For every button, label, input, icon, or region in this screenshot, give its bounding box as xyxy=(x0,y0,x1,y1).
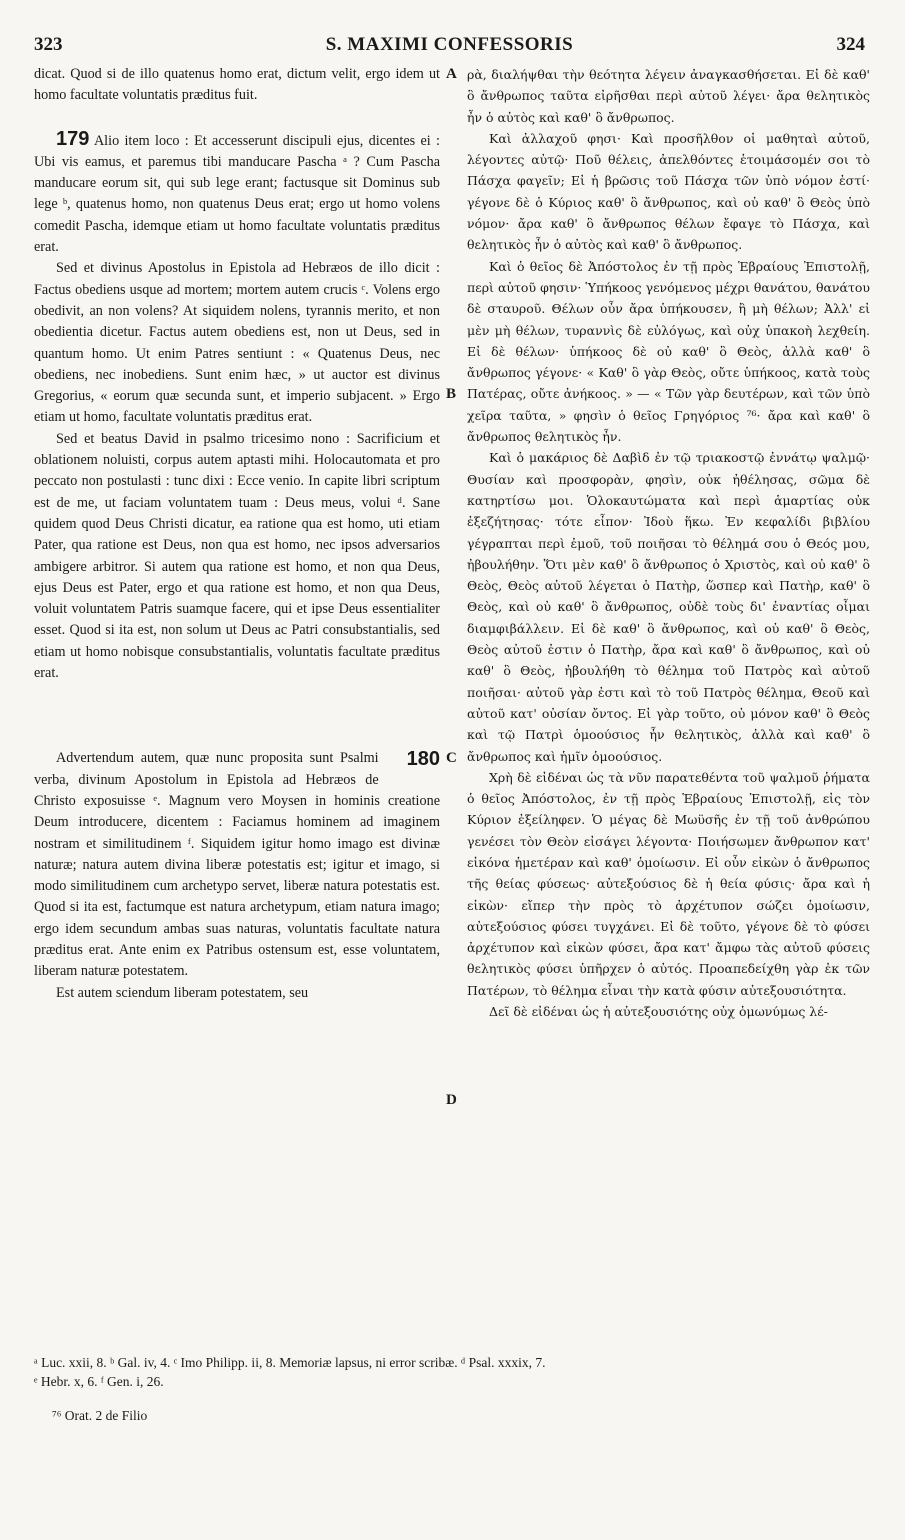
latin-column xyxy=(34,64,440,1004)
running-title: S. MAXIMI CONFESSORIS xyxy=(325,34,574,55)
section-number: 179 xyxy=(56,127,90,150)
latin-paragraph xyxy=(34,748,440,982)
section-number: 180 xyxy=(406,748,440,771)
page-header xyxy=(34,34,865,60)
margin-marker-d: D xyxy=(446,1092,457,1108)
greek-paragraph: Χρὴ δὲ εἰδέναι ὡς τὰ νῦν παρατεθέντα τοῦ ψαλμοῦ ῥήματα ὁ θεῖος Ἀπόστολος, ἐν τῇ πρὸς Ἑβραίους Ἐπιστολῇ, εἰς τὸν Κύριον ἐξείληφεν. Ὁ μέγας δὲ Μωϋσῆς ἐν τῇ τοῦ ἀνθρώπου γενέσει τὸν Θεὸν εἰσάγει λέγοντα· Ποιήσωμεν ἄνθρωπον κατ' εἰκόνα ἡμετέραν καὶ καθ' ὁμοίωσιν. Εἰ οὖν εἰκὼν ὁ ἄνθρωπος τῆς θείας φύσεως· αὐτεξούσιος δὲ ἡ θεία φύσις· ἄρα καὶ ἡ εἰκὼν· εἴπερ τὴν πρὸς τὸ ἀρχέτυπον σώζει ὁμοίωσιν, αὐτεξούσιος φύσει τυγχάνει. Εἰ δὲ τοῦτο, γέγονε δὲ τὸ φύσει ἀρχέτυπον καὶ εἰκὼν φύσει, ἄρα κατ' ἄμφω τὰς αὐτοῦ φύσεις θελητικὸς φύσει ὑπῆρχεν ὁ αὐτός. Προαπεδείχθη γὰρ ἐκ τῶν Πατέρων, τὸ θέλημα εἶναι τὴν κατὰ φύσιν αὐτεξουσιότητα. xyxy=(467,769,870,998)
greek-paragraph: Καὶ ὁ μακάριος δὲ Δαβὶδ ἐν τῷ τριακοστῷ ἐννάτῳ ψαλμῷ· Θυσίαν καὶ προσφορὰν, φησὶν, οὐκ ἠθέλησας, σῶμα δὲ κατηρτίσω μοι. Ὁλοκαυτώματα καὶ περὶ ἁμαρτίας οὐκ ἐξεζήτησας· τότε εἶπον· Ἰδοὺ ἥκω. Ἐν κεφαλίδι βιβλίου γέγραπται περὶ ἐμοῦ, τοῦ ποιῆσαι τὸ θέλημά σου ὁ Θεός μου, ἠβουλήθην. Ὅτι μὲν καθ' ὃ ἄνθρωπος ὁ Χριστὸς, καὶ οὐ καθ' ὃ Θεὸς, Θεὸς αὐτοῦ λέγεται ὁ Πατὴρ, ὥσπερ καὶ Πατὴρ, καθ' ὃ Θεὸς, καὶ οὐ καθ' ὃ ἄνθρωπος, οὐδὲ τοὺς δι' ἐναντίας οἶμαι διαμφιβάλλειν. Εἰ δὲ καθ' ὃ ἄνθρωπος, καὶ οὐ καθ' ὃ Θεὸς, Θεὸς αὐτοῦ ἐστιν ὁ Πατὴρ, ἄρα καὶ καθ' ὃ ἄνθρωπος, καὶ οὐ καθ' ὃ Θεὸς, ἠβουλήθη τὸ θέλημα τοῦ Πατρὸς καὶ αὐτοῦ ποιῆσαι· αὐτοῦ γὰρ ἐστι καὶ τὸ τοῦ Πατρὸς θέλημα, Θεοῦ καὶ αὐτοῦ κατ' οὐσίαν ὄντος. Εἰ γὰρ τοῦτο, οὐ μόνον καθ' ὃ Θεὸς καὶ τῷ Πατρὶ ὁμοούσιος ἦν θελητικὸς, ἀλλὰ καὶ καθ' ὃ ἄνθρωπος καὶ ἡμῖν ὁμοούσιος. xyxy=(467,450,870,764)
footnotes xyxy=(34,1353,875,1391)
greek-paragraph: Δεῖ δὲ εἰδέναι ὡς ἡ αὐτεξουσιότης οὐχ ὁμωνύμως λέ- xyxy=(489,1004,828,1020)
latin-paragraph: Sed et beatus David in psalmo tricesimo nono : Sacrificium et oblationem noluisti, corpus autem aptasti mihi. Holocautomata et pro peccato non postulasti : tunc dixi : Ecce venio. In capite libri scriptum est de me, ut faciam voluntatem tuam : Deus meus, volui ᵈ. Sane quidem quod Deus Christi dicatur, ea ratione qua est homo, uti etiam Pater, qua ratione est Deus, non qua est homo, nec ipsos adversarios ambigere arbitror. Si autem qua ratione est homo, et non qua Deus, ejus Deus est Pater, ergo et qua ratione est homo, et non qua Deus, voluit voluntatem Patris suamque facere, qui et ipse Deus essentialiter esset. Quod si ita est, non solum ut Deus ac Patri consubstantialis, sed etiam ut homo nobisque consubstantialis, voluntatis facultate præditus erat. xyxy=(34,430,440,682)
latin-paragraph: dicat. Quod si de illo quatenus homo erat, dictum velit, ergo idem ut homo facultate voluntatis præditus fuit. xyxy=(34,66,440,104)
latin-paragraph: Est autem sciendum liberam potestatem, seu xyxy=(56,984,309,1001)
latin-paragraph-text: Advertendum autem, quæ nunc proposita sunt Psalmi verba, divinum Apostolum in Epistola ad Hebræos de Christo exposuisse ᵉ. Magnum vero Moysen in hominis creatione Deum introducere, dicentem : Faciamus hominem ad imaginem nostram et similitudinem ᶠ. Siquidem igitur homo imago est divinæ naturæ; natura autem divina liberæ potestatis est; igitur et imago, si modo similitudinem cum archetypo servet, liberæ natura potestatis est. Quod si ita est, factumque est natura archetypum, etiam natura imago; ergo idem secundum ambas suas naturas, voluntatis facultate natura præditus erat. Ante enim ex Patribus ostensum est, esse voluntatem, liberam naturæ potestatem. xyxy=(34,750,440,980)
greek-paragraph: Καὶ ἀλλαχοῦ φησι· Καὶ προσῆλθον οἱ μαθηταὶ αὐτοῦ, λέγοντες αὐτῷ· Ποῦ θέλεις, ἀπελθόντες ἑτοιμάσομέν σοι τὸ Πάσχα φαγεῖν; Εἰ ἡ βρῶσις τοῦ Πάσχα τῶν ὑπὸ νόμον ἐστί· γέγονε δὲ ὁ Κύριος καθ' ὃ ἄνθρωπος, καὶ οὐ καθ' ὃ Θεὸς ὑπὸ νόμον· ἄρα καθ' ὃ ἄνθρωπος θέλων ἔφαγε τὸ Πάσχα, καὶ θελητικὸς ἦν ὁ αὐτὸς καὶ καθ' ὃ ἄνθρωπος. xyxy=(467,130,870,253)
greek-paragraph: Καὶ ὁ θεῖος δὲ Ἀπόστολος ἐν τῇ πρὸς Ἑβραίους Ἐπιστολῇ, περὶ αὐτοῦ φησιν· Ὑπήκοος γενόμενος μέχρι θανάτου, θανάτου δὲ σταυροῦ. Θέλων οὖν ἄρα ὑπήκουσεν, ἢ μὴ θέλων; Ἀλλ' εἰ μὲν μὴ θέλων, τυραννὶς δὲ εὐλόγως, καὶ οὐχ ὑπακοὴ λεχθείη. Εἰ δὲ θέλων· ὑπήκοος δὲ οὐ καθ' ὃ Θεὸς, ἀλλὰ καθ' ὃ ἄνθρωπος γέγονε· « Καθ' ὃ γὰρ Θεὸς, οὔτε ὑπήκοος, κατὰ τοὺς Πατέρας, οὔτε ἀνήκοος. » — « Τῶν γὰρ δευτέρων, καὶ τῶν ὑπὸ χεῖρα ταῦτα, » φησὶν ὁ θεῖος Γρηγόριος ⁷⁶· ἄρα καὶ καθ' ὃ ἄνθρωπος θελητικὸς ἦν. xyxy=(467,258,870,445)
greek-footnote: ⁷⁶ Orat. 2 de Filio xyxy=(52,1408,148,1423)
greek-paragraph: ρὰ, διαλήψθαι τὴν θεότητα λέγειν ἀναγκασθήσεται. Εἰ δὲ καθ' ὃ ἄνθρωπος ταῦτα εἰρῆσθαι περὶ αὐτοῦ λέγει· ἄρα θελητικὸς ἦν ὁ αὐτὸς καὶ καθ' ὃ ἄνθρωπος. xyxy=(467,67,870,125)
margin-marker-c: C xyxy=(446,750,457,766)
page-number-right: 324 xyxy=(836,34,865,55)
footnote-line: ᵉ Hebr. x, 6. ᶠ Gen. i, 26. xyxy=(34,1374,164,1389)
footnote-line: ᵃ Luc. xxii, 8. ᵇ Gal. iv, 4. ᶜ Imo Philipp. ii, 8. Memoriæ lapsus, ni error scribæ. ᵈ Psal. xxxix, 7. xyxy=(34,1355,546,1370)
margin-marker-a: A xyxy=(446,66,457,82)
greek-column xyxy=(467,64,870,1022)
latin-paragraph: Sed et divinus Apostolus in Epistola ad Hebræos de illo dicit : Factus obediens usque ad mortem; mortem autem crucis ᶜ. Volens ergo obedivit, an non volens? At siquidem nolens, tyrannis merito, et non obedientia dicetur. Factus autem obediens est, non ut Deus, sed in quantum homo. Ut enim Patres sentiunt : « Quatenus Deus, nec obediens, nec inobediens. Sunt enim hæc, » ut auctor est divinus Gregorius, « eorum quæ secunda sunt, et imperio subjacent. » Ergo etiam ut homo, facultate voluntatis præditus erat. xyxy=(34,260,440,426)
latin-paragraph xyxy=(34,129,440,259)
margin-marker-b: B xyxy=(446,386,457,402)
latin-paragraph-text: Alio item loco : Et accesserunt discipuli ejus, dicentes ei : Ubi vis eamus, et paremus tibi manducare Pascha ᵃ ? Cum Pascha manducare eorum sit, qui sub lege erant; factusque sit Dominus sub lege ᵇ, quatenus homo, non quatenus Deus erat; ergo ut homo volens comedit Pascha, idemque etiam ut homo facultate voluntatis præditus erat. xyxy=(34,132,441,256)
page-number-left: 323 xyxy=(34,34,63,55)
